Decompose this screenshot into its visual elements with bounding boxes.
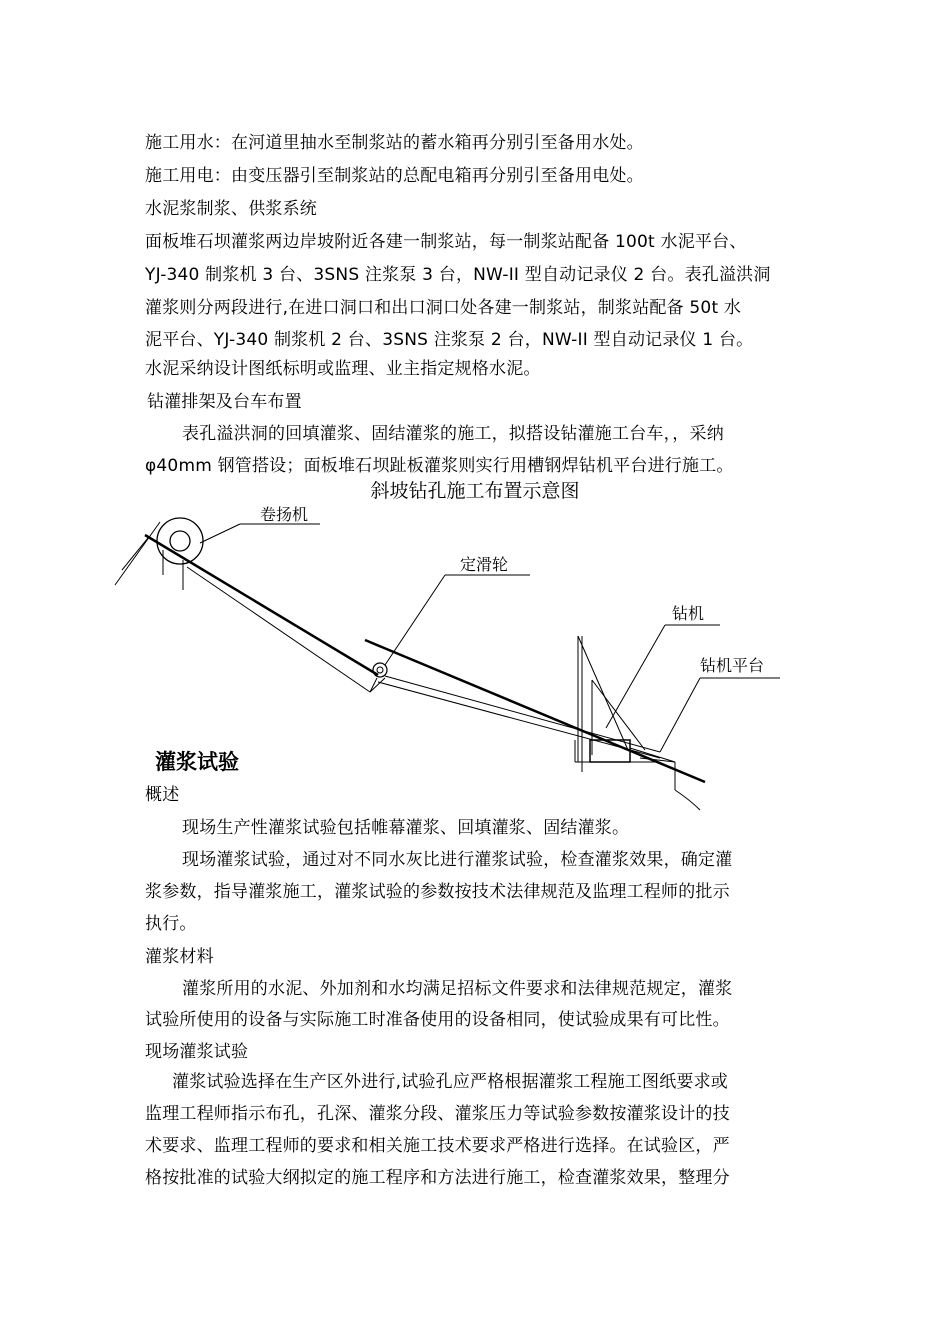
figure-title: 斜坡钻孔施工布置示意图 <box>370 480 580 502</box>
paragraph-slurry-line-4: 泥平台、YJ-340 制浆机 2 台、3SNS 注浆泵 2 台，NW-II 型自动记录仪 1 台。 <box>145 330 754 350</box>
label-drill-platform: 钻机平台 <box>700 656 765 675</box>
paragraph-overview-1: 现场生产性灌浆试验包括帷幕灌浆、回填灌浆、固结灌浆。 <box>182 818 630 838</box>
section-title-grouting-test: 灌浆试验 <box>155 750 239 774</box>
label-pulley: 定滑轮 <box>460 555 509 574</box>
paragraph-field-test-line-3: 术要求、监理工程师的要求和相关施工技术要求严格进行选择。在试验区，严 <box>145 1136 730 1156</box>
subheading-drill-frame: 钻灌排架及台车布置 <box>147 392 302 412</box>
slope-drilling-diagram <box>0 500 950 820</box>
paragraph-power-supply: 施工用电：由变压器引至制浆站的总配电箱再分别引至备用电处。 <box>145 166 644 186</box>
label-winch: 卷扬机 <box>260 505 309 524</box>
paragraph-cement-spec: 水泥采纳设计图纸标明或监理、业主指定规格水泥。 <box>145 359 541 379</box>
paragraph-slurry-line-1: 面板堆石坝灌浆两边岸坡附近各建一制浆站，每一制浆站配备 100t 水泥平台、 <box>145 232 747 252</box>
paragraph-slurry-line-3: 灌浆则分两段进行,在进口洞口和出口洞口处各建一制浆站，制浆站配备 50t 水 <box>145 298 742 318</box>
winch-support-line <box>115 522 160 585</box>
subheading-field-test: 现场灌浆试验 <box>145 1042 249 1062</box>
paragraph-overview-2-line-2: 浆参数，指导灌浆施工，灌浆试验的参数按技术法律规范及监理工程师的批示 <box>145 882 730 902</box>
subheading-slurry-system: 水泥浆制浆、供浆系统 <box>145 199 317 219</box>
paragraph-material-line-1: 灌浆所用的水泥、外加剂和水均满足招标文件要求和法律规范规定，灌浆 <box>182 979 733 999</box>
paragraph-overview-2-line-3: 执行。 <box>145 914 197 934</box>
pulley-circle <box>373 663 387 677</box>
paragraph-frame-line-1: 表孔溢洪洞的回填灌浆、固结灌浆的施工，拟搭设钻灌施工台车，，采纳 <box>182 424 724 444</box>
paragraph-field-test-line-1: 灌浆试验选择在生产区外进行,试验孔应严格根据灌浆工程施工图纸要求或 <box>172 1072 729 1092</box>
paragraph-slurry-line-2: YJ-340 制浆机 3 台、3SNS 注浆泵 3 台，NW-II 型自动记录仪 2 台。表孔溢洪洞 <box>145 265 771 285</box>
paragraph-water-supply: 施工用水：在河道里抽水至制浆站的蓄水箱再分别引至备用水处。 <box>145 133 644 153</box>
slope-surface-line <box>365 640 705 782</box>
winch-inner-circle <box>170 531 190 551</box>
paragraph-field-test-line-2: 监理工程师指示布孔，孔深、灌浆分段、灌浆压力等试验参数按灌浆设计的技 <box>145 1104 730 1124</box>
paragraph-field-test-line-4: 格按批准的试验大纲拟定的施工程序和方法进行施工，检查灌浆效果，整理分 <box>145 1168 730 1188</box>
paragraph-frame-line-2: φ40mm 钢管搭设；面板堆石坝趾板灌浆则实行用槽钢焊钻机平台进行施工。 <box>145 456 734 476</box>
subheading-overview: 概述 <box>145 785 180 805</box>
label-drill: 钻机 <box>672 604 705 623</box>
subheading-grouting-material: 灌浆材料 <box>145 947 214 967</box>
paragraph-overview-2-line-1: 现场灌浆试验，通过对不同水灰比进行灌浆试验，检查灌浆效果，确定灌 <box>182 850 733 870</box>
paragraph-material-line-2: 试验所使用的设备与实际施工时准备使用的设备相同，使试验成果有可比性。 <box>145 1010 730 1030</box>
cable-line <box>145 535 378 675</box>
